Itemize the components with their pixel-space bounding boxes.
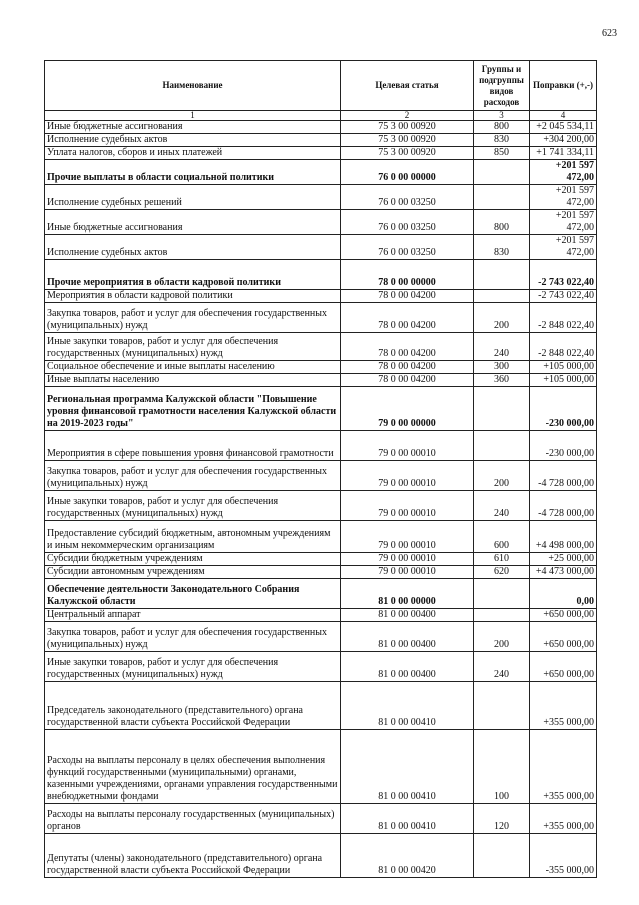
table-row xyxy=(45,134,597,147)
cell-amount: +650 000,00 xyxy=(530,609,597,622)
cell-group: 830 xyxy=(474,134,530,147)
cell-amount: -2 848 022,40 xyxy=(530,303,597,333)
cell-article: 81 0 00 00410 xyxy=(341,804,474,834)
cell-article: 78 0 00 04200 xyxy=(341,333,474,361)
table-row xyxy=(45,652,597,682)
cell-article: 78 0 00 00000 xyxy=(341,260,474,290)
table-row xyxy=(45,160,597,185)
cell-amount: +2 045 534,11 xyxy=(530,121,597,134)
cell-amount: +201 597 472,00 xyxy=(530,235,597,260)
cell-amount: -2 848 022,40 xyxy=(530,333,597,361)
cell-article: 75 3 00 00920 xyxy=(341,134,474,147)
cell-name: Депутаты (члены) законодательного (представительного) органа государственной власти субъекта Российской Федерации xyxy=(45,834,341,878)
cell-article: 81 0 00 00400 xyxy=(341,652,474,682)
table-row xyxy=(45,553,597,566)
cell-name: Закупка товаров, работ и услуг для обеспечения государственных (муниципальных) нужд xyxy=(45,461,341,491)
cell-name: Иные бюджетные ассигнования xyxy=(45,210,341,235)
cell-name: Иные выплаты населению xyxy=(45,374,341,387)
cell-amount: -2 743 022,40 xyxy=(530,260,597,290)
cell-group xyxy=(474,185,530,210)
column-number: 1 xyxy=(45,111,341,121)
cell-article: 78 0 00 04200 xyxy=(341,361,474,374)
cell-amount: -230 000,00 xyxy=(530,431,597,461)
cell-amount: +304 200,00 xyxy=(530,134,597,147)
column-number-row xyxy=(45,111,597,121)
cell-amount: +4 498 000,00 xyxy=(530,521,597,553)
table-row xyxy=(45,491,597,521)
cell-group: 800 xyxy=(474,121,530,134)
cell-name: Уплата налогов, сборов и иных платежей xyxy=(45,147,341,160)
cell-amount: -2 743 022,40 xyxy=(530,290,597,303)
cell-group xyxy=(474,682,530,730)
cell-amount: +650 000,00 xyxy=(530,622,597,652)
cell-article: 79 0 00 00010 xyxy=(341,566,474,579)
cell-group: 200 xyxy=(474,622,530,652)
cell-article: 75 3 00 00920 xyxy=(341,121,474,134)
cell-name: Исполнение судебных актов xyxy=(45,235,341,260)
cell-article: 81 0 00 00400 xyxy=(341,609,474,622)
table-row xyxy=(45,374,597,387)
cell-group xyxy=(474,290,530,303)
cell-amount: +355 000,00 xyxy=(530,682,597,730)
cell-amount: +201 597 472,00 xyxy=(530,210,597,235)
cell-amount: -355 000,00 xyxy=(530,834,597,878)
header-article: Целевая статья xyxy=(341,61,474,111)
table-row xyxy=(45,290,597,303)
table-row xyxy=(45,609,597,622)
cell-name: Прочие мероприятия в области кадровой политики xyxy=(45,260,341,290)
cell-article: 79 0 00 00010 xyxy=(341,491,474,521)
cell-name: Мероприятия в области кадровой политики xyxy=(45,290,341,303)
cell-name: Субсидии бюджетным учреждениям xyxy=(45,553,341,566)
cell-name: Иные закупки товаров, работ и услуг для обеспечения государственных (муниципальных) нужд xyxy=(45,491,341,521)
cell-amount: -4 728 000,00 xyxy=(530,461,597,491)
cell-name: Прочие выплаты в области социальной политики xyxy=(45,160,341,185)
cell-group: 360 xyxy=(474,374,530,387)
cell-name: Председатель законодательного (представительного) органа государственной власти субъекта Российской Федерации xyxy=(45,682,341,730)
cell-group: 200 xyxy=(474,461,530,491)
cell-group: 800 xyxy=(474,210,530,235)
column-number: 2 xyxy=(341,111,474,121)
budget-amendments-table xyxy=(44,60,597,878)
table-row xyxy=(45,121,597,134)
cell-group xyxy=(474,387,530,431)
cell-article: 76 0 00 03250 xyxy=(341,185,474,210)
cell-name: Исполнение судебных решений xyxy=(45,185,341,210)
cell-group: 300 xyxy=(474,361,530,374)
cell-group xyxy=(474,609,530,622)
cell-amount: +201 597 472,00 xyxy=(530,160,597,185)
cell-group: 200 xyxy=(474,303,530,333)
cell-article: 79 0 00 00010 xyxy=(341,521,474,553)
table-row xyxy=(45,566,597,579)
cell-name: Иные бюджетные ассигнования xyxy=(45,121,341,134)
cell-article: 79 0 00 00010 xyxy=(341,553,474,566)
cell-article: 81 0 00 00000 xyxy=(341,579,474,609)
cell-article: 76 0 00 03250 xyxy=(341,210,474,235)
table-row xyxy=(45,834,597,878)
cell-article: 79 0 00 00010 xyxy=(341,431,474,461)
cell-name: Региональная программа Калужской области "Повышение уровня финансовой грамотности населения Калужской области на 2019-2023 годы" xyxy=(45,387,341,431)
table-row xyxy=(45,361,597,374)
cell-amount: +355 000,00 xyxy=(530,730,597,804)
cell-amount: -4 728 000,00 xyxy=(530,491,597,521)
table-row xyxy=(45,147,597,160)
table-row xyxy=(45,579,597,609)
table-row xyxy=(45,461,597,491)
cell-amount: +1 741 334,11 xyxy=(530,147,597,160)
table-row xyxy=(45,235,597,260)
cell-group: 240 xyxy=(474,652,530,682)
cell-article: 78 0 00 04200 xyxy=(341,374,474,387)
table-row xyxy=(45,260,597,290)
cell-group: 830 xyxy=(474,235,530,260)
cell-amount: -230 000,00 xyxy=(530,387,597,431)
cell-amount: 0,00 xyxy=(530,579,597,609)
header-amendment: Поправки (+,-) xyxy=(530,61,597,111)
cell-group: 100 xyxy=(474,730,530,804)
cell-amount: +355 000,00 xyxy=(530,804,597,834)
cell-name: Субсидии автономным учреждениям xyxy=(45,566,341,579)
cell-group: 620 xyxy=(474,566,530,579)
cell-article: 78 0 00 04200 xyxy=(341,290,474,303)
table-row xyxy=(45,622,597,652)
table-row xyxy=(45,682,597,730)
table-row xyxy=(45,431,597,461)
table-row xyxy=(45,387,597,431)
cell-name: Иные закупки товаров, работ и услуг для обеспечения государственных (муниципальных) нужд xyxy=(45,652,341,682)
cell-amount: +25 000,00 xyxy=(530,553,597,566)
cell-article: 76 0 00 00000 xyxy=(341,160,474,185)
cell-article: 79 0 00 00000 xyxy=(341,387,474,431)
cell-name: Социальное обеспечение и иные выплаты населению xyxy=(45,361,341,374)
cell-name: Закупка товаров, работ и услуг для обеспечения государственных (муниципальных) нужд xyxy=(45,303,341,333)
cell-group xyxy=(474,834,530,878)
cell-name: Обеспечение деятельности Законодательного Собрания Калужской области xyxy=(45,579,341,609)
table-row xyxy=(45,185,597,210)
column-number: 3 xyxy=(474,111,530,121)
cell-name: Иные закупки товаров, работ и услуг для обеспечения государственных (муниципальных) нужд xyxy=(45,333,341,361)
cell-group xyxy=(474,579,530,609)
table-row xyxy=(45,804,597,834)
cell-name: Мероприятия в сфере повышения уровня финансовой грамотности xyxy=(45,431,341,461)
cell-article: 81 0 00 00400 xyxy=(341,622,474,652)
cell-name: Центральный аппарат xyxy=(45,609,341,622)
cell-article: 81 0 00 00420 xyxy=(341,834,474,878)
cell-name: Расходы на выплаты персоналу государственных (муниципальных) органов xyxy=(45,804,341,834)
table-row xyxy=(45,333,597,361)
cell-group: 240 xyxy=(474,333,530,361)
cell-article: 79 0 00 00010 xyxy=(341,461,474,491)
cell-group: 600 xyxy=(474,521,530,553)
table-row xyxy=(45,303,597,333)
cell-name: Расходы на выплаты персоналу в целях обеспечения выполнения функций государственными (муниципальными) органами, казенными учреждениями, органами управления государственными внебюджетными фондами xyxy=(45,730,341,804)
page-number: 623 xyxy=(602,28,617,39)
cell-amount: +105 000,00 xyxy=(530,361,597,374)
table-header-row xyxy=(45,61,597,111)
table-row xyxy=(45,521,597,553)
cell-amount: +201 597 472,00 xyxy=(530,185,597,210)
cell-article: 81 0 00 00410 xyxy=(341,682,474,730)
cell-group: 120 xyxy=(474,804,530,834)
table-row xyxy=(45,730,597,804)
cell-group xyxy=(474,260,530,290)
header-name: Наименование xyxy=(45,61,341,111)
cell-article: 76 0 00 03250 xyxy=(341,235,474,260)
header-group: Группы и подгруппы видов расходов xyxy=(474,61,530,111)
cell-amount: +105 000,00 xyxy=(530,374,597,387)
cell-amount: +4 473 000,00 xyxy=(530,566,597,579)
table-body xyxy=(45,121,597,878)
column-number: 4 xyxy=(530,111,597,121)
cell-group: 850 xyxy=(474,147,530,160)
table-row xyxy=(45,210,597,235)
cell-group xyxy=(474,160,530,185)
cell-name: Предоставление субсидий бюджетным, автономным учреждениям и иным некоммерческим организациям xyxy=(45,521,341,553)
cell-article: 78 0 00 04200 xyxy=(341,303,474,333)
cell-group xyxy=(474,431,530,461)
cell-group: 610 xyxy=(474,553,530,566)
cell-article: 75 3 00 00920 xyxy=(341,147,474,160)
cell-article: 81 0 00 00410 xyxy=(341,730,474,804)
cell-amount: +650 000,00 xyxy=(530,652,597,682)
cell-name: Закупка товаров, работ и услуг для обеспечения государственных (муниципальных) нужд xyxy=(45,622,341,652)
cell-group: 240 xyxy=(474,491,530,521)
cell-name: Исполнение судебных актов xyxy=(45,134,341,147)
